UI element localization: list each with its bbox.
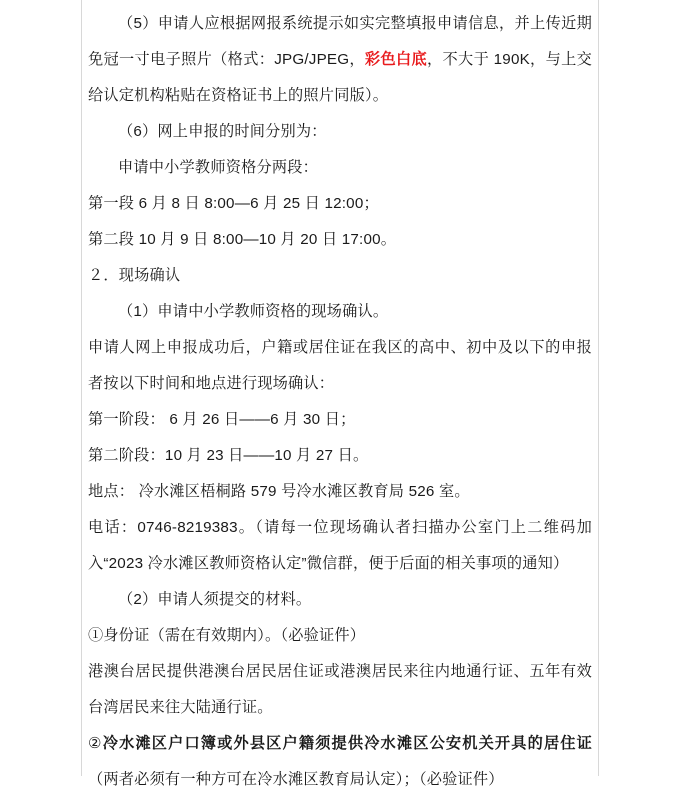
paragraph-onsite-description (88, 330, 592, 402)
text-run: 第二段 10 月 9 日 8:00—10 月 20 日 17:00。 (88, 231, 397, 248)
emphasis-bold-text: 外县区户籍须提供 (233, 735, 365, 752)
paragraph-address (88, 474, 592, 510)
emphasis-bold-text: 或 (217, 735, 234, 752)
text-run: （5）申请人应根据网报系统提示如实完整填报申请信息，并上传近期免冠一寸电子照片（格式：JPG/JPEG， (88, 15, 592, 68)
text-run: （1）申请中小学教师资格的现场确认。 (118, 303, 389, 320)
paragraph-section-2-item-2 (88, 582, 592, 618)
paragraph-material-2-household (88, 726, 592, 798)
text-run: ２．现场确认 (88, 267, 181, 284)
document-body (88, 6, 592, 798)
text-run: 申请中小学教师资格分两段： (118, 159, 319, 176)
text-run: 电话：0746-8219383。（请每一位现场确认者扫描办公室门上二维码加入“2023 冷水滩区教师资格认定”微信群，便于后面的相关事项的通知） (88, 519, 592, 572)
emphasis-bold-text: 冷水滩区户口簿 (102, 735, 218, 752)
emphasis-bold-text: 冷水滩区 (364, 735, 430, 752)
paragraph-phone-and-wechat (88, 510, 592, 582)
text-run: （6）网上申报的时间分别为： (118, 123, 327, 140)
paragraph-phase-2 (88, 438, 592, 474)
page-left-margin-rule (81, 0, 82, 776)
paragraph-stage-1-online (88, 186, 592, 222)
text-run: ①身份证（需在有效期内）。（必验证件） (88, 627, 366, 644)
paragraph-stage-2-online (88, 222, 592, 258)
paragraph-phase-1 (88, 402, 592, 438)
text-run: （两者必须有一种方可在冷水滩区教育局认定）；（必验证件） (88, 771, 504, 788)
paragraph-apply-two-stages (88, 150, 592, 186)
paragraph-material-1-id-card (88, 618, 592, 654)
text-run: ，不大于 190K，与上交给认定机构粘贴在资格证书上的照片同版）。 (88, 51, 592, 104)
text-run: 第一段 6 月 8 日 8:00—6 月 25 日 12:00； (88, 195, 379, 212)
text-run: ② (88, 735, 103, 752)
text-run: 地点： 冷水滩区梧桐路 579 号冷水滩区教育局 526 室。 (88, 483, 470, 500)
paragraph-material-1-note (88, 654, 592, 726)
emphasis-bold-text: 公安机关开具的居住证 (429, 735, 593, 752)
text-run: 第一阶段： 6 月 26 日——6 月 30 日； (88, 411, 356, 428)
emphasis-red-text: 彩色白底 (364, 51, 428, 68)
text-run: 第二阶段：10 月 23 日——10 月 27 日。 (88, 447, 369, 464)
paragraph-item-5 (88, 6, 592, 114)
text-run: 港澳台居民提供港澳台居民居住证或港澳居民来往内地通行证、五年有效台湾居民来往大陆通行证。 (88, 663, 592, 716)
paragraph-item-6 (88, 114, 592, 150)
text-run: 申请人网上申报成功后，户籍或居住证在我区的高中、初中及以下的申报者按以下时间和地点进行现场确认： (88, 339, 592, 392)
paragraph-section-2-item-1 (88, 294, 592, 330)
text-run: （2）申请人须提交的材料。 (118, 591, 312, 608)
page-right-margin-rule (598, 0, 599, 776)
paragraph-section-2-heading (88, 258, 592, 294)
